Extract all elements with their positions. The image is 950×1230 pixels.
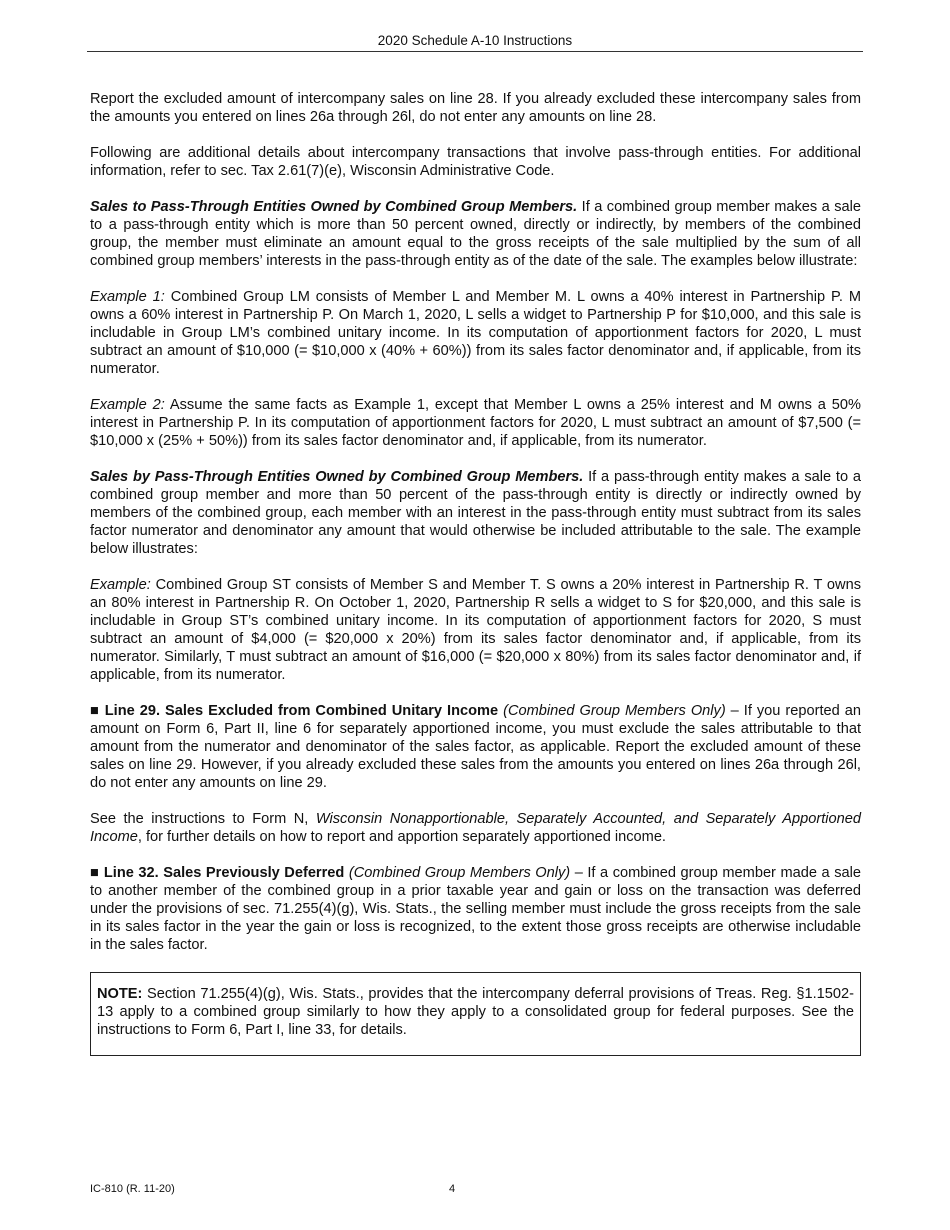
note-paragraph xyxy=(97,985,854,1039)
paragraph-line-28: Report the excluded amount of intercompany sales on line 28. If you already excluded these intercompany sales from the amounts you entered on lines 26a through 26l, do not enter any amounts on line 28. xyxy=(90,91,861,125)
section-text: If a combined group member makes a sale to a pass-through entity which is more than 50 percent owned, directly or indirectly, by members of the combined group, the member must eliminate an amount equal to the gross receipts of the sale multiplied by the sum of all combined group members’ interests in the pass-through entity as of the date of the sale. The examples below illustrate: xyxy=(90,199,861,269)
section-text: If a pass-through entity makes a sale to a combined group member and more than 50 percent of the pass-through entity is directly or indirectly owned by members of the combined group, each member with an interest in the pass-through entity must subtract from its sales factor numerator and denominator any amount that would otherwise be included attributable to the sale. The example below illustrates: xyxy=(90,469,861,557)
example-label: Example 1: xyxy=(90,289,165,305)
note-label: NOTE: xyxy=(97,986,143,1002)
example-text: Combined Group ST consists of Member S and Member T. S owns a 20% interest in Partnership R. T owns an 80% interest in Partnership R. On October 1, 2020, Partnership R sells a widget to S for $20,000, and this sale is includable in Group ST’s combined unitary income. In its computation of apportionment factors for 2020, S must subtract an amount of $4,000 (= $20,000 x 20%) from its sales factor denominator and, if applicable, from its numerator. Similarly, T must subtract an amount of $16,000 (= $20,000 x 80%) from its sales factor denominator and, if applicable, from its numerator. xyxy=(90,577,861,683)
line-heading: Line 29. Sales Excluded from Combined Unitary Income xyxy=(99,703,499,719)
note-box xyxy=(90,972,861,1056)
bullet-icon: ■ xyxy=(90,865,100,881)
reference-pre: See the instructions to Form N, xyxy=(90,811,316,827)
bullet-icon: ■ xyxy=(90,703,100,719)
line-29-instructions xyxy=(90,702,861,792)
paragraph-pass-through-intro: Following are additional details about intercompany transactions that involve pass-through entities. For additional information, refer to sec. Tax 2.61(7)(e), Wisconsin Administrative Code. xyxy=(90,145,861,179)
line-text: – If you reported an amount on Form 6, Part II, line 6 for separately apportioned income, you must exclude the sales attributable to that amount from the numerator and denominator of the sales factor, as applicable. Report the excluded amount of these sales on line 29. However, if you already excluded these sales from the amounts you entered on lines 26a through 26l, do not enter any amounts on line 29. xyxy=(90,703,861,791)
example-3 xyxy=(90,576,861,684)
example-2 xyxy=(90,396,861,450)
reference-post: , for further details on how to report and apportion separately apportioned income. xyxy=(137,829,666,845)
line-qualifier: (Combined Group Members Only) xyxy=(498,703,726,719)
form-n-title: Wisconsin Nonapportionable, Separately Accounted, and Separately Apportioned Income xyxy=(90,811,861,845)
line-32-instructions xyxy=(90,864,861,954)
section-heading: Sales by Pass-Through Entities Owned by Combined Group Members. xyxy=(90,469,584,485)
example-1 xyxy=(90,288,861,378)
note-text: Section 71.255(4)(g), Wis. Stats., provides that the intercompany deferral provisions of Treas. Reg. §1.1502-13 apply to a combined group similarly to how they apply to a consolidated group for federal purposes. See the instructions to Form 6, Part I, line 33, for details. xyxy=(97,986,854,1038)
line-qualifier: (Combined Group Members Only) xyxy=(344,865,571,881)
form-n-reference xyxy=(90,810,861,846)
page-header: 2020 Schedule A-10 Instructions xyxy=(87,33,863,52)
page-number: 4 xyxy=(449,1183,456,1195)
example-text: Combined Group LM consists of Member L and Member M. L owns a 40% interest in Partnership P. M owns a 60% interest in Partnership P. On March 1, 2020, L sells a widget to Partnership P for $10,000, and this sale is includable in Group LM’s combined unitary income. In its computation of apportionment factors for 2020, L must subtract an amount of $10,000 (= $10,000 x (40% + 60%)) from its sales factor denominator and, if applicable, from its numerator. xyxy=(90,289,861,377)
section-sales-to-pass-through xyxy=(90,198,861,270)
section-heading: Sales to Pass-Through Entities Owned by Combined Group Members. xyxy=(90,199,578,215)
form-number: IC-810 (R. 11-20) xyxy=(90,1183,175,1195)
example-label: Example 2: xyxy=(90,397,165,413)
line-text: – If a combined group member made a sale to another member of the combined group in a prior taxable year and gain or loss on the transaction was deferred under the provisions of sec. 71.255(4)(g), Wis. Stats., the selling member must include the gross receipts from the sale in its sales factor in the year the gain or loss is recognized, to the extent those gross receipts are otherwise includable in the sales factor. xyxy=(90,865,861,953)
section-sales-by-pass-through xyxy=(90,468,861,558)
example-label: Example: xyxy=(90,577,151,593)
example-text: Assume the same facts as Example 1, except that Member L owns a 25% interest and M owns a 50% interest in Partnership P. In its computation of apportionment factors for 2020, L must subtract an amount of $7,500 (= $10,000 x (25% + 50%)) from its sales factor denominator and, if applicable, from its numerator. xyxy=(90,397,861,449)
line-heading: Line 32. Sales Previously Deferred xyxy=(99,865,345,881)
document-body xyxy=(90,90,861,1056)
